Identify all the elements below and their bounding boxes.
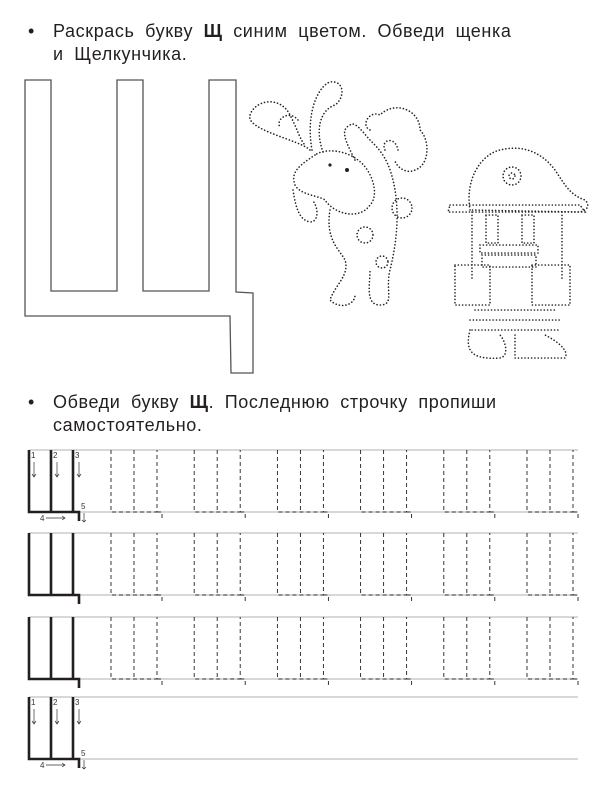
- writing-row[interactable]: [29, 533, 578, 604]
- model-letter: [29, 533, 79, 604]
- arrow-down-icon: [77, 709, 81, 724]
- dashed-letter-trace: [277, 533, 328, 604]
- dotted-puppy[interactable]: [250, 82, 427, 306]
- instruction-text: самостоятельно.: [53, 415, 203, 435]
- writing-row[interactable]: [29, 617, 578, 688]
- dashed-letter-trace: [527, 533, 578, 604]
- dashed-letter-trace: [277, 450, 328, 521]
- instruction-text: Раскрась букву: [53, 21, 204, 41]
- arrow-right-icon: [46, 763, 65, 767]
- arrow-right-icon: [46, 516, 65, 520]
- model-letter: [29, 617, 79, 688]
- dashed-letter-trace: [111, 450, 162, 521]
- dashed-letter-trace: [361, 450, 412, 521]
- arrow-down-icon: [55, 462, 59, 477]
- arrow-down-icon: [55, 709, 59, 724]
- writing-row[interactable]: [29, 450, 578, 523]
- bullet: •: [28, 21, 35, 41]
- dashed-letter-trace: [111, 533, 162, 604]
- big-letter-outline[interactable]: [25, 80, 253, 373]
- dashed-letter-trace: [194, 617, 245, 688]
- dashed-letter-trace: [444, 617, 495, 688]
- instruction-text: . Последнюю строчку пропиши: [208, 392, 497, 412]
- model-letter: [29, 450, 79, 521]
- bullet: •: [28, 392, 35, 412]
- dashed-letter-trace: [527, 450, 578, 521]
- dashed-letter-trace: [444, 533, 495, 604]
- stroke-number: 5: [81, 749, 86, 758]
- stroke-number: 2: [53, 698, 58, 707]
- dashed-letter-trace: [361, 533, 412, 604]
- dashed-letter-trace: [361, 617, 412, 688]
- stroke-number: 5: [81, 502, 86, 511]
- writing-row[interactable]: [29, 697, 578, 770]
- arrow-down-icon: [82, 513, 86, 522]
- dashed-letter-trace: [444, 450, 495, 521]
- arrow-down-icon: [32, 709, 36, 724]
- instruction-text: и Щелкунчика.: [53, 44, 188, 64]
- dashed-letter-trace: [277, 617, 328, 688]
- stroke-number: 3: [75, 451, 80, 460]
- instruction-text: Обведи букву: [53, 392, 190, 412]
- stroke-number: 4: [40, 761, 45, 770]
- stroke-number: 3: [75, 698, 80, 707]
- dotted-nutcracker[interactable]: [448, 148, 588, 358]
- stroke-number: 4: [40, 514, 45, 523]
- arrow-down-icon: [32, 462, 36, 477]
- stroke-number: 1: [31, 451, 36, 460]
- arrow-down-icon: [82, 760, 86, 769]
- instruction-text: синим цветом. Обведи щенка: [222, 21, 512, 41]
- writing-rows: [29, 450, 578, 770]
- letter-highlight: Щ: [189, 392, 209, 412]
- dashed-letter-trace: [194, 450, 245, 521]
- dashed-letter-trace: [111, 617, 162, 688]
- model-letter: [29, 697, 79, 768]
- letter-highlight: Щ: [203, 21, 223, 41]
- arrow-down-icon: [77, 462, 81, 477]
- puppy-eye: [345, 168, 349, 172]
- dashed-letter-trace: [527, 617, 578, 688]
- stroke-number: 1: [31, 698, 36, 707]
- puppy-eye: [328, 163, 331, 166]
- dashed-letter-trace: [194, 533, 245, 604]
- stroke-number: 2: [53, 451, 58, 460]
